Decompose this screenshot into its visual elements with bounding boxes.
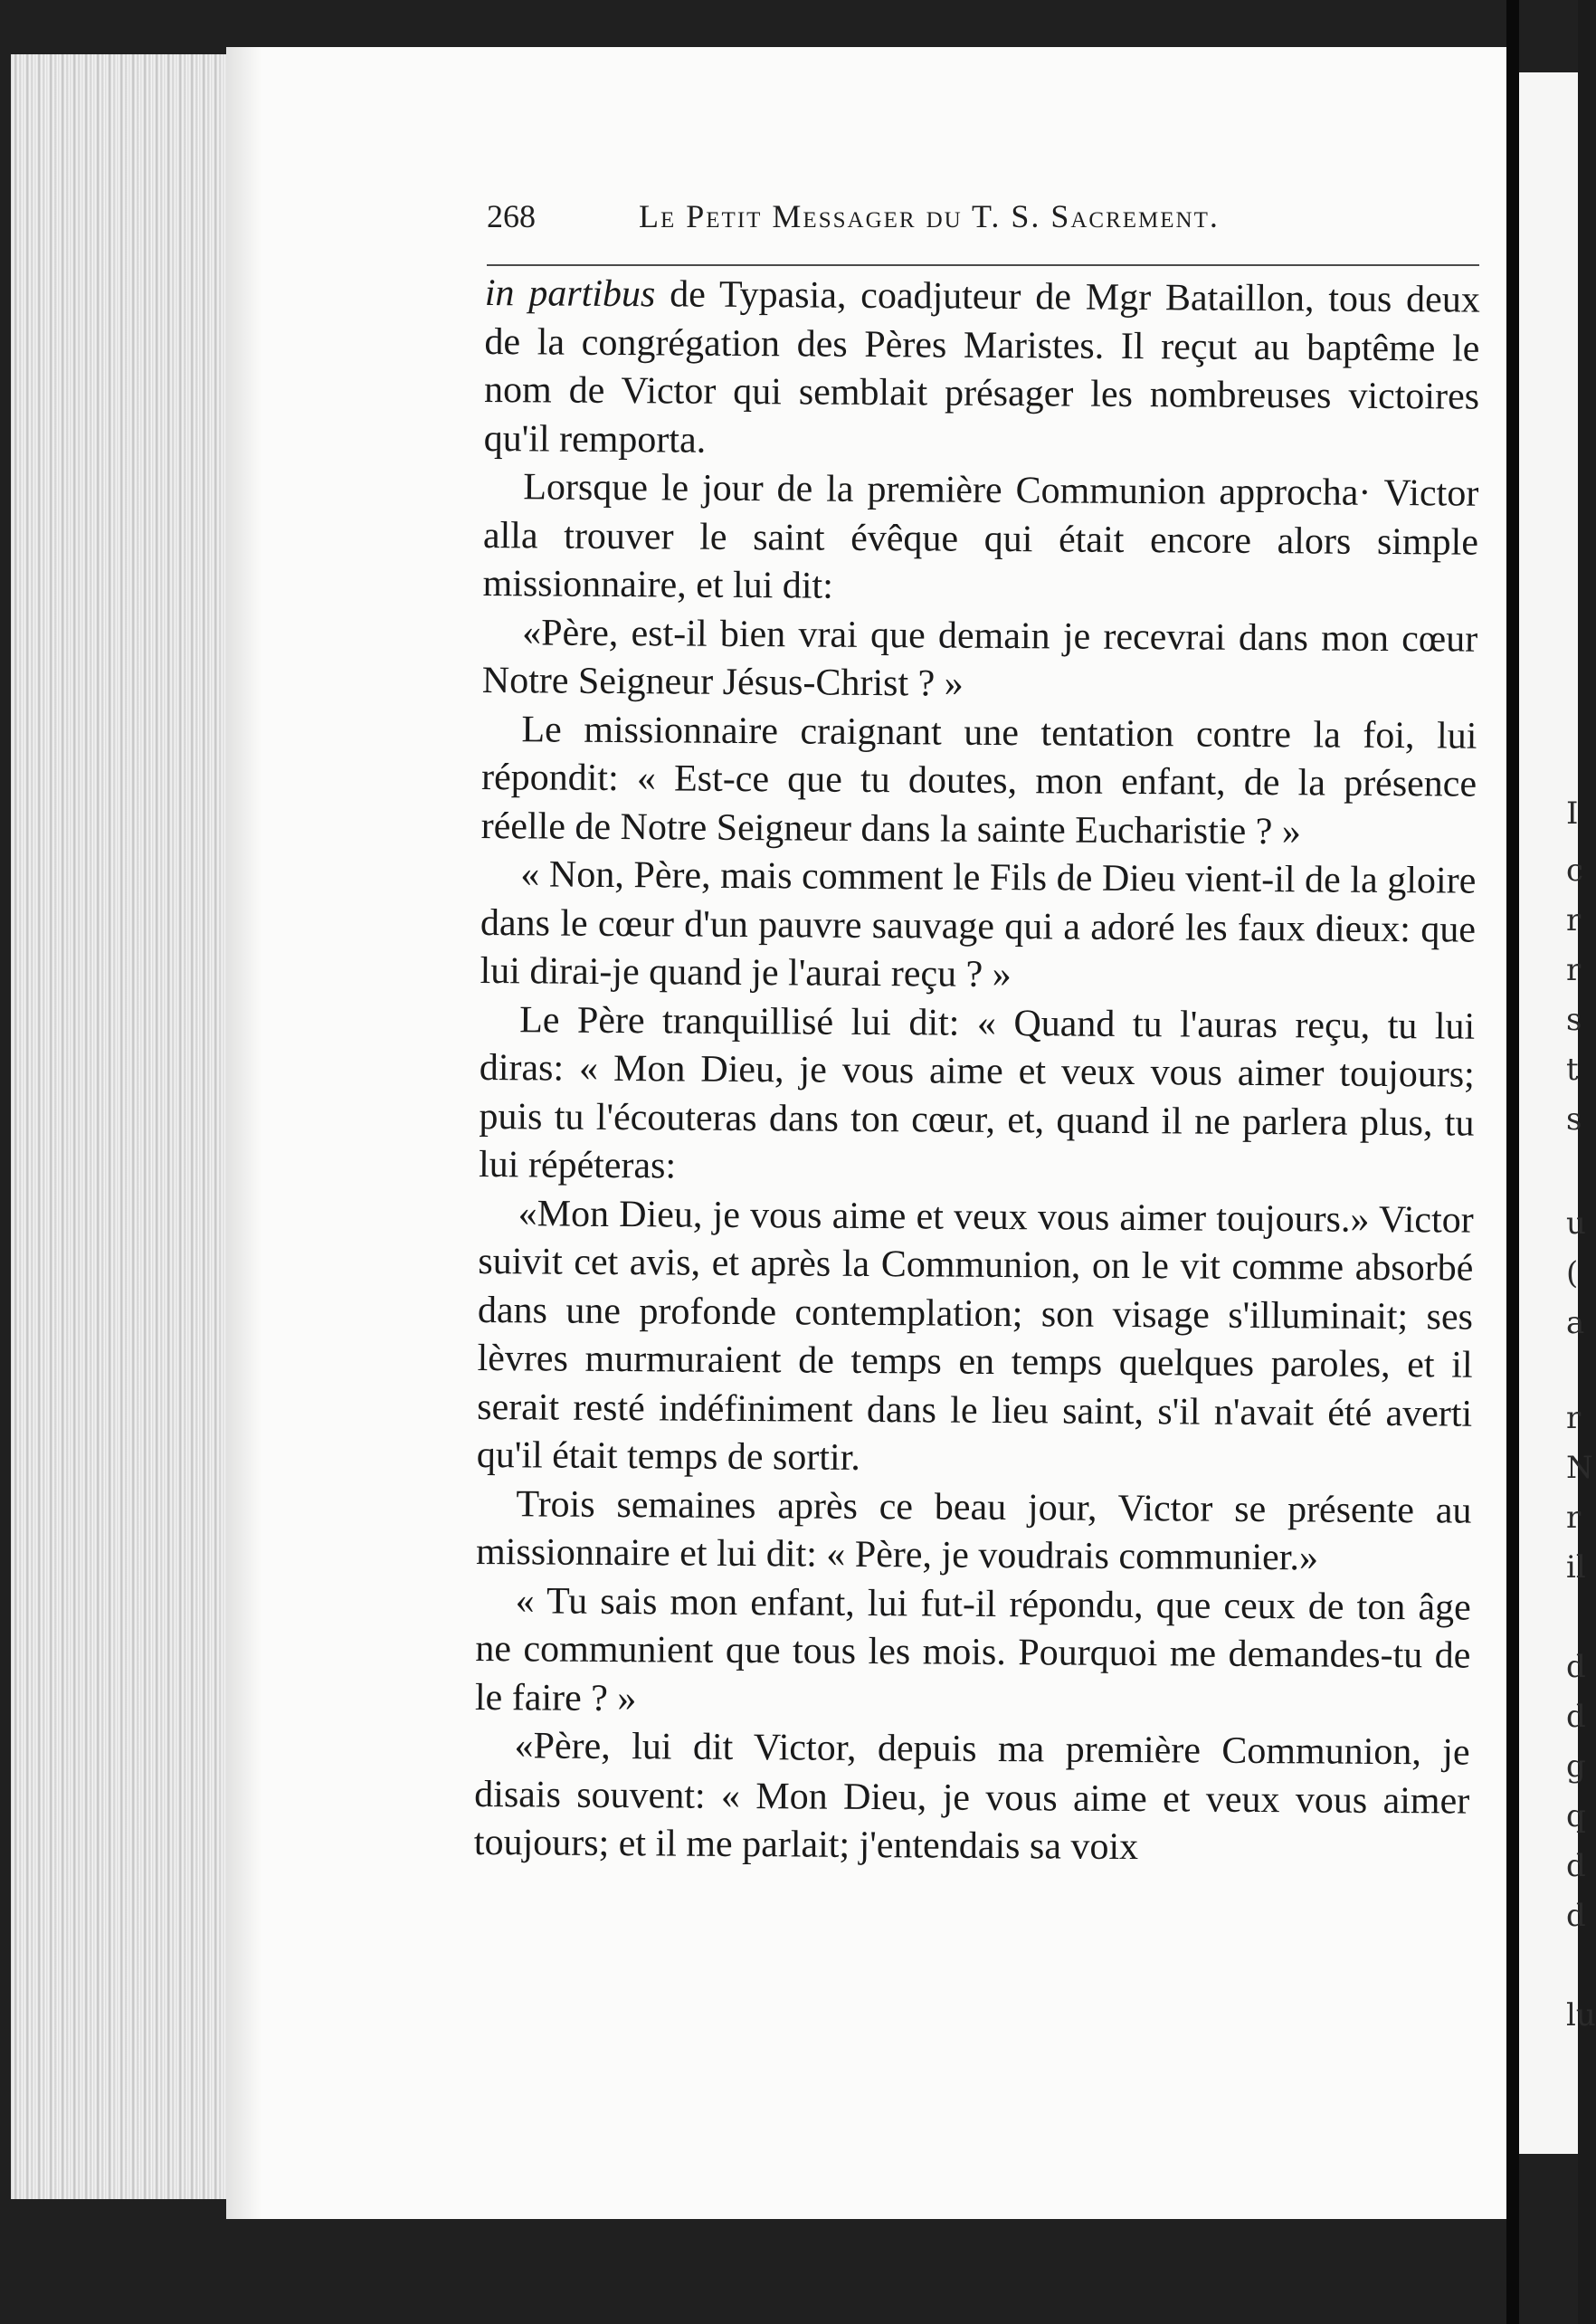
paragraph: « Non, Père, mais comment le Fils de Dieu vient-il de la gloire dans le cœur d'un pauvre sauvage qui a adoré les faux dieux: que lui dirai-je quand je l'aurai reçu ? » [480,853,1477,996]
facing-fragment: d [1566,1898,1586,1934]
page-number: 268 [487,198,536,234]
facing-fragment: s [1566,1101,1582,1138]
header-rule [487,264,1479,266]
facing-fragment: d [1566,1848,1586,1884]
facing-fragment: I [1566,795,1579,832]
paragraph: Le missionnaire craignant une tentation contre la foi, lui répondit: « Est-ce que tu doutes, mon enfant, de la présence réelle de Notre Seigneur dans la sainte Eucharistie ? » [480,708,1477,852]
facing-fragment: ( [1566,1255,1579,1291]
paragraph [484,270,1480,471]
facing-fragment: q [1566,1798,1586,1834]
paragraph-text: de Typasia, coadjuteur de Mgr Bataillon, tous deux de la congrégation des Pères Maristes. Il reçut au baptême le nom de Victor qui semblait présager les nombreuses victoires qu'il remporta. [483,273,1480,462]
paragraph: Le Père tranquillisé lui dit: « Quand tu l'auras reçu, tu lui diras: « Mon Dieu, je vous aime et veux vous aimer toujours; puis tu l'écouteras dans ton cœur, et, quand il ne parlera plus, tu lui répéteras: [478,998,1476,1187]
facing-fragment: c [1566,852,1584,889]
facing-fragment: d [1566,1649,1586,1685]
facing-fragment: u [1566,1205,1586,1242]
facing-fragment: s [1566,1002,1582,1038]
facing-page-edge [1519,72,1596,2154]
facing-fragment: a [1566,1305,1585,1341]
paragraph: «Père, est-il bien vrai que demain je recevrai dans mon cœur Notre Seigneur Jésus-Christ ? » [481,611,1478,705]
facing-fragment: il [1566,1549,1586,1586]
facing-fragment: r [1566,902,1582,938]
running-title: Le Petit Messager du T. S. Sacrement. [639,198,1220,234]
facing-fragment: g [1566,1748,1586,1785]
facing-fragment: lu [1566,1997,1596,2034]
facing-fragment: d [1566,1699,1586,1735]
running-head [487,197,1479,252]
body-text [474,270,1480,1874]
gutter [1506,0,1519,2324]
paragraph: Lorsque le jour de la première Communion approcha· Victor alla trouver le saint évêque qui était encore alors simple missionnaire, et lui dit: [482,466,1479,607]
paragraph: Trois semaines après ce beau jour, Victor se présente au missionnaire et lui dit: « Père, je voudrais communier.» [475,1482,1472,1579]
facing-fragment: r [1566,1500,1582,1536]
page-edges [11,54,228,2199]
facing-fragment: r [1566,1400,1582,1436]
facing-fragment: t [1566,1052,1579,1088]
paragraph: «Mon Dieu, je vous aime et veux vous aimer toujours.» Victor suivit cet avis, et après la Communion, on le vit comme absorbé dans une profonde contemplation; son visage s'illuminait; ses lèvres murmuraient de temps en temps quelques paroles, et il serait resté indéfiniment dans le lieu saint, s'il n'avait été averti qu'il était temps de sortir. [476,1192,1474,1479]
facing-fragment: r [1566,952,1582,988]
italic-lead: in partibus [484,271,656,316]
facing-fragment: N [1566,1450,1593,1486]
paragraph: « Tu sais mon enfant, lui fut-il répondu, que ceux de ton âge ne communient que tous les mois. Pourquoi me demandes-tu de le faire ? » [474,1579,1471,1719]
spine-shadow [226,47,262,2219]
paragraph: «Père, lui dit Victor, depuis ma première Communion, je disais souvent: « Mon Dieu, je vous aime et veux vous aimer toujours; et il me parlait; j'entendais sa voix [473,1725,1470,1869]
